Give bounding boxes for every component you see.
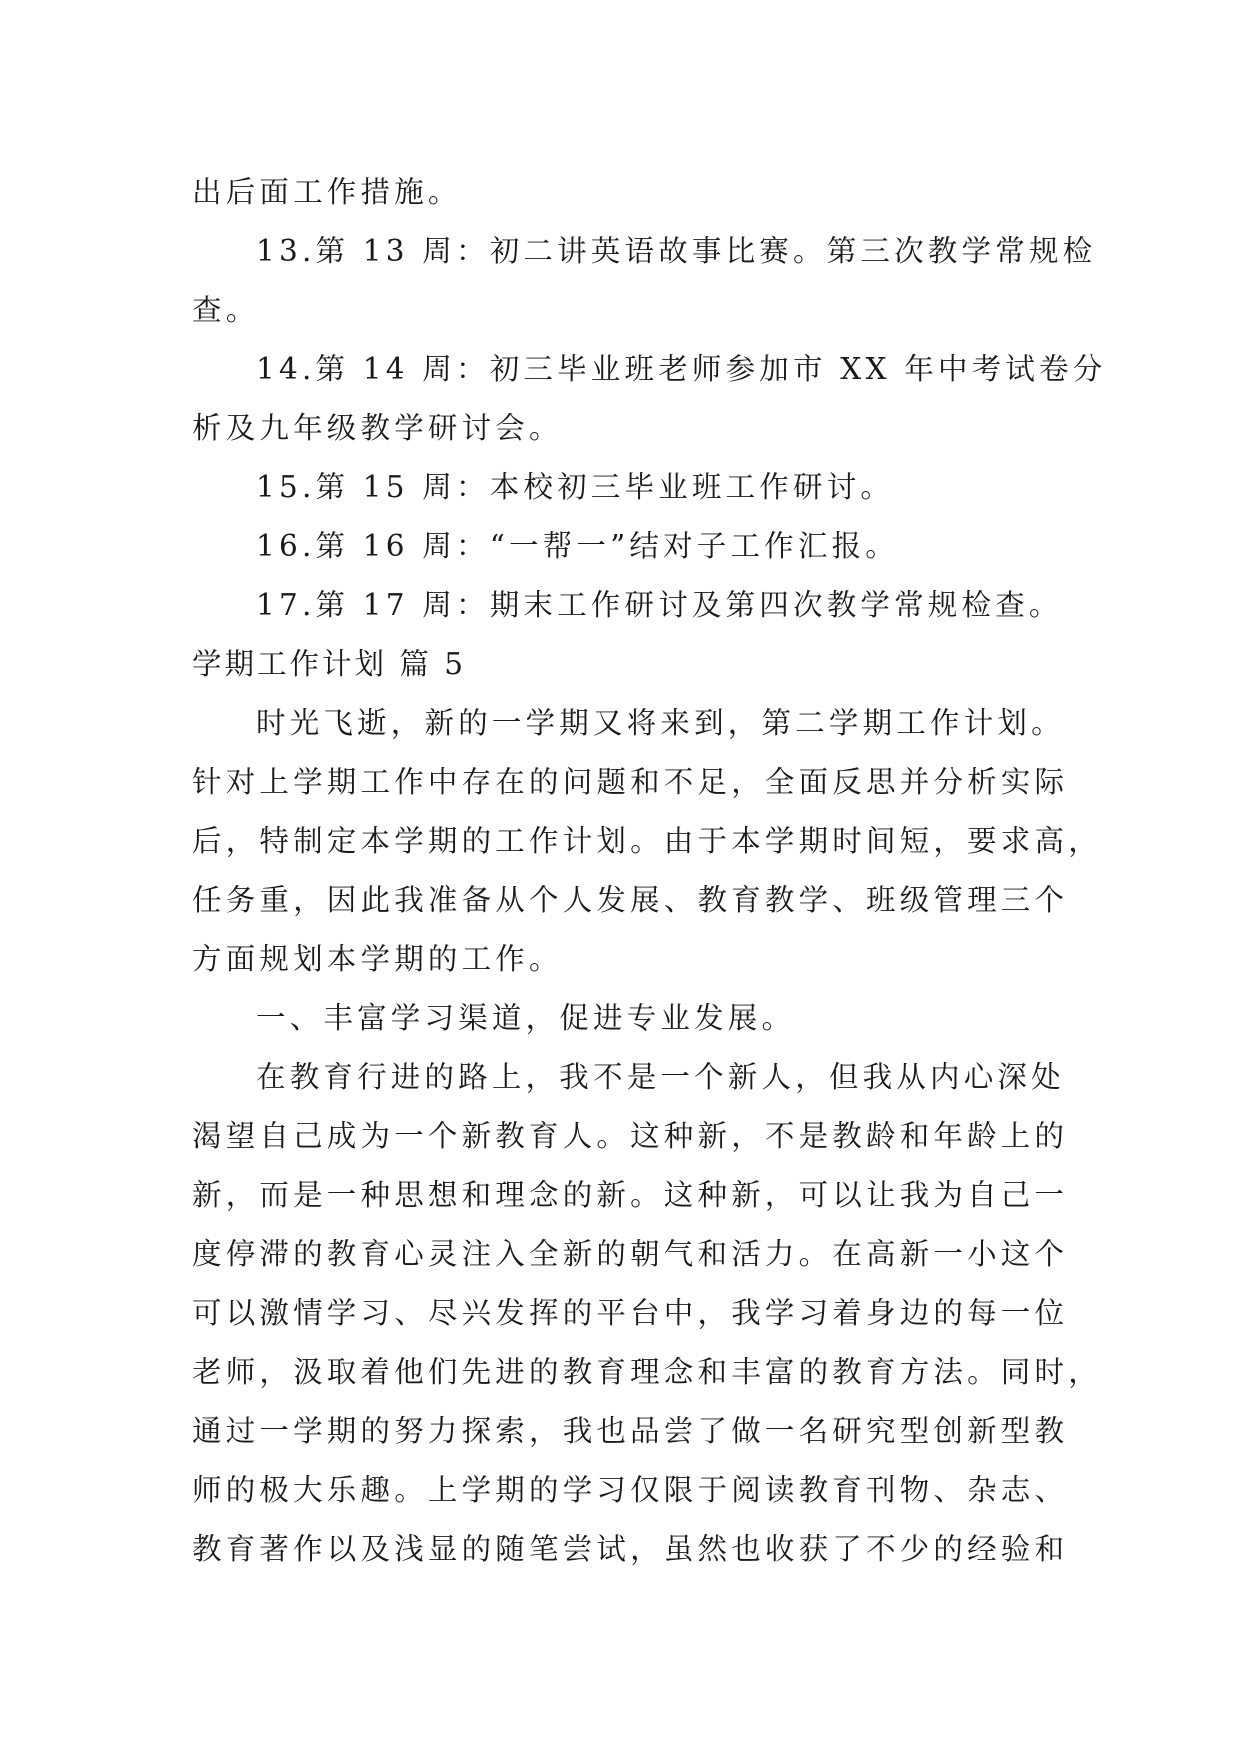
text-line: 17.第 17 周：期末工作研讨及第四次教学常规检查。 [256,588,1063,622]
text-line: 后，特制定本学期的工作计划。由于本学期时间短，要求高， [192,824,1102,858]
text-line: 通过一学期的努力探索，我也品尝了做一名研究型创新型教 [192,1414,1069,1448]
text-line: 15.第 15 周：本校初三毕业班工作研讨。 [256,470,895,504]
text-line: 在教育行进的路上，我不是一个新人，但我从内心深处 [256,1060,1065,1094]
text-line: 针对上学期工作中存在的问题和不足，全面反思并分析实际 [192,765,1069,799]
text-line: 16.第 16 周：“一帮一”结对子工作汇报。 [256,529,899,563]
text-line: 一、丰富学习渠道，促进专业发展。 [256,1001,796,1035]
text-line: 可以激情学习、尽兴发挥的平台中，我学习着身边的每一位 [192,1296,1069,1330]
text-line: 方面规划本学期的工作。 [192,942,563,976]
text-line: 14.第 14 周：初三毕业班老师参加市 XX 年中考试卷分 [256,352,1107,386]
text-line: 教育著作以及浅显的随笔尝试，虽然也收获了不少的经验和 [192,1532,1069,1566]
text-line: 出后面工作措施。 [192,175,462,209]
text-line: 查。 [192,293,260,327]
text-line: 师的极大乐趣。上学期的学习仅限于阅读教育刊物、杂志、 [192,1473,1069,1507]
text-line: 13.第 13 周：初二讲英语故事比赛。第三次教学常规检 [256,234,1097,268]
section-heading: 学期工作计划 篇 5 [192,647,467,681]
text-line: 时光飞逝，新的一学期又将来到，第二学期工作计划。 [256,706,1065,740]
text-line: 老师，汲取着他们先进的教育理念和丰富的教育方法。同时， [192,1355,1102,1389]
body-text [192,163,1107,1579]
text-line: 渴望自己成为一个新教育人。这种新，不是教龄和年龄上的 [192,1119,1069,1153]
text-line: 度停滞的教育心灵注入全新的朝气和活力。在高新一小这个 [192,1237,1069,1271]
text-line: 新，而是一种思想和理念的新。这种新，可以让我为自己一 [192,1178,1069,1212]
text-line: 析及九年级教学研讨会。 [192,411,563,445]
text-line: 任务重，因此我准备从个人发展、教育教学、班级管理三个 [192,883,1069,917]
